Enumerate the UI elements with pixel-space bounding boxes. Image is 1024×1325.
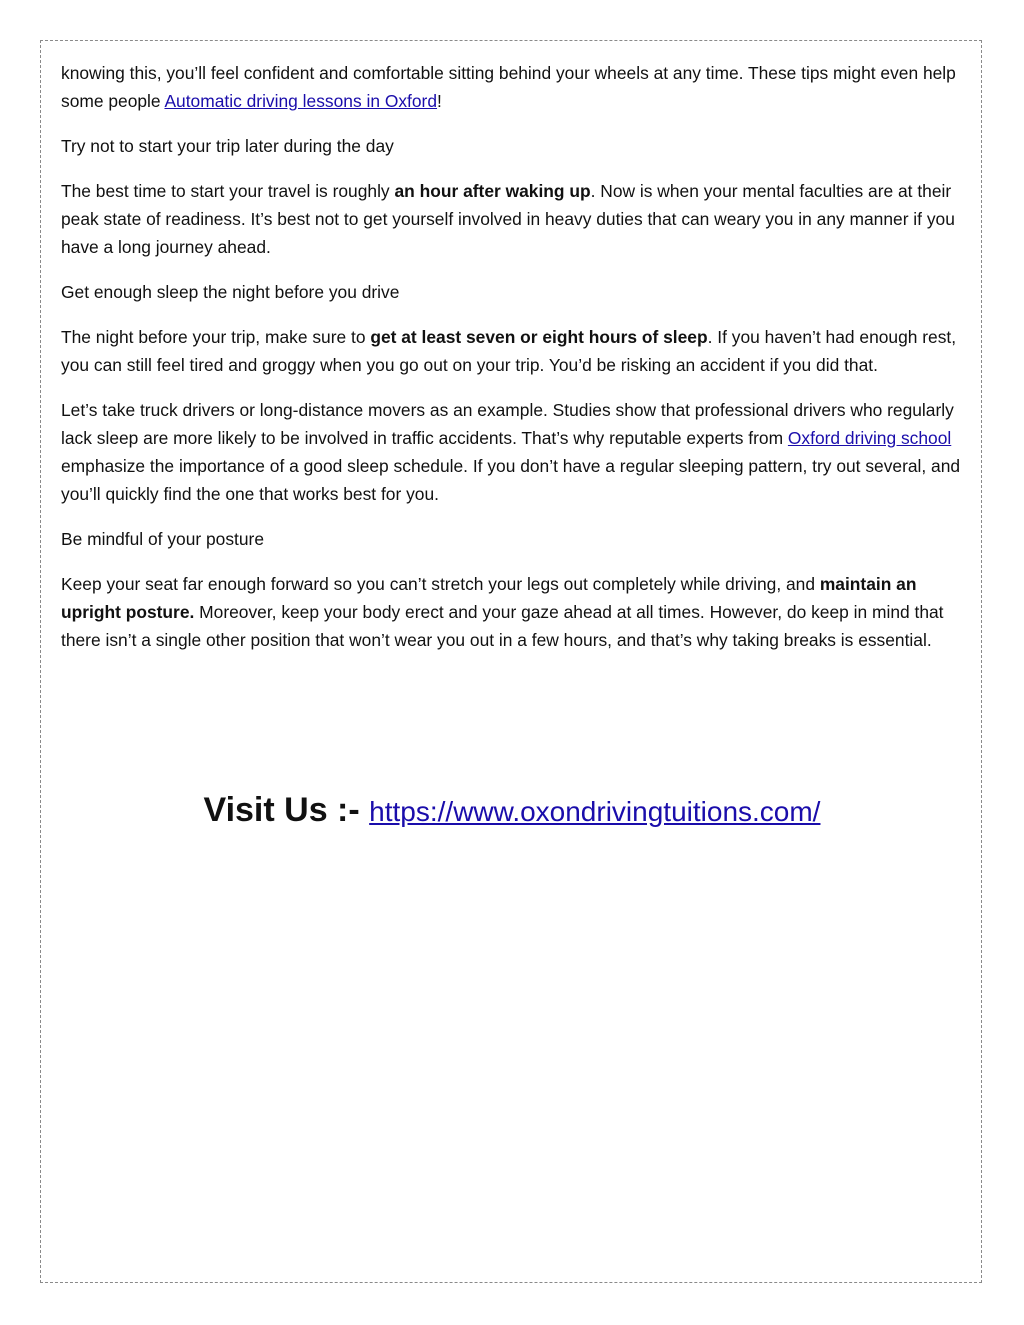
website-link[interactable]: https://www.oxondrivingtuitions.com/ xyxy=(369,796,821,827)
section-heading-posture: Be mindful of your posture xyxy=(61,529,264,549)
bold-text: an hour after waking up xyxy=(394,181,591,201)
visit-us-line xyxy=(0,786,1024,836)
paragraph-intro xyxy=(61,59,961,115)
paragraph-posture xyxy=(61,570,961,654)
bold-text: get at least seven or eight hours of sleep xyxy=(370,327,708,347)
paragraph-text: knowing this, you’ll feel confident and comfortable sitting behind your wheels at any time. These tips might even help some people xyxy=(61,63,956,111)
oxford-driving-school-link[interactable]: Oxford driving school xyxy=(787,428,952,448)
automatic-driving-lessons-link[interactable]: Automatic driving lessons in Oxford xyxy=(164,91,438,111)
paragraph-text: Keep your seat far enough forward so you can’t stretch your legs out completely while driving, and xyxy=(61,574,820,594)
paragraph-text: . If you haven’t had enough rest, you can still feel tired and groggy when you go out on your trip. You’d be risking an accident if you did that. xyxy=(61,327,957,375)
paragraph-text: ! xyxy=(437,91,442,111)
section-heading-sleep: Get enough sleep the night before you drive xyxy=(61,282,400,302)
paragraph-text: Let’s take truck drivers or long-distance movers as an example. Studies show that professional drivers who regularly lack sleep are more likely to be involved in traffic accidents. That’s why reputable experts from xyxy=(61,400,954,448)
paragraph-best-time xyxy=(61,177,961,261)
paragraph-text: The best time to start your travel is roughly xyxy=(61,181,395,201)
paragraph-truck-drivers xyxy=(61,396,961,508)
paragraph-night-before xyxy=(61,323,961,379)
paragraph-text: The night before your trip, make sure to xyxy=(61,327,371,347)
paragraph-text: Moreover, keep your body erect and your gaze ahead at all times. However, do keep in mind that there isn’t a single other position that won’t wear you out in a few hours, and that’s why taking breaks is essential. xyxy=(61,602,944,650)
paragraph-text: emphasize the importance of a good sleep schedule. If you don’t have a regular sleeping pattern, try out several, and you’ll quickly find the one that works best for you. xyxy=(61,456,961,504)
visit-us-label: Visit Us :- xyxy=(203,791,370,829)
bold-text: maintain an upright posture. xyxy=(61,574,917,622)
section-heading-trip-time: Try not to start your trip later during the day xyxy=(61,136,394,156)
paragraph-text: . Now is when your mental faculties are at their peak state of readiness. It’s best not to get yourself involved in heavy duties that can weary you in any manner if you have a long journey ahead. xyxy=(61,181,955,257)
document-body xyxy=(61,59,961,671)
